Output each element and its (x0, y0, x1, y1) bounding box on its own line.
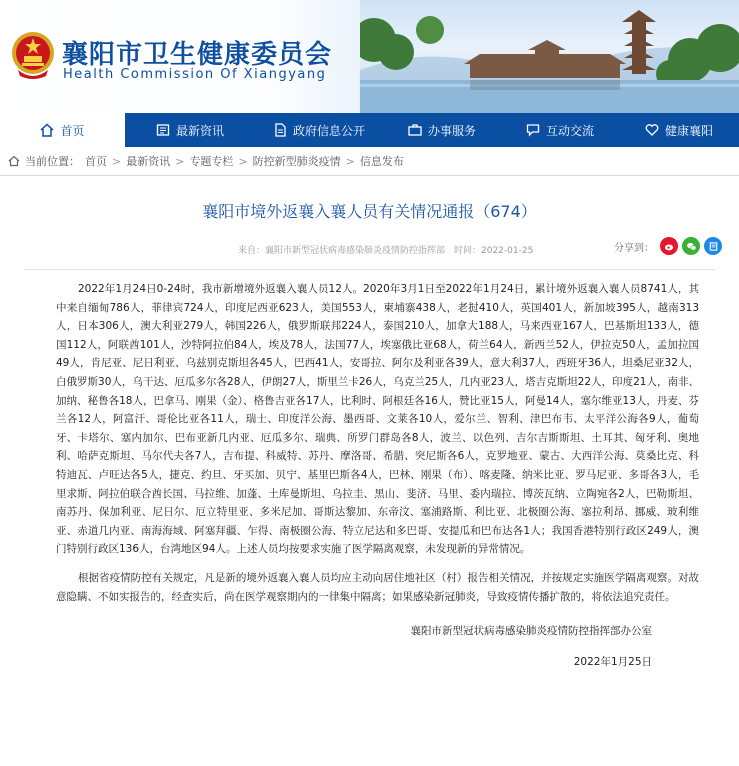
breadcrumb-link-home[interactable]: 首页 (85, 155, 107, 168)
nav-label: 互动交流 (545, 123, 594, 138)
nav-label: 健康襄阳 (664, 123, 713, 138)
share-bar (614, 237, 722, 255)
nav-item-news[interactable] (125, 113, 255, 147)
share-weibo-button[interactable] (660, 237, 678, 255)
site-title[interactable]: 襄阳市卫生健康委员会 (62, 40, 333, 70)
nav-label: 最新资讯 (175, 123, 224, 138)
nav-label: 首页 (60, 123, 85, 138)
breadcrumb-label: 当前位置： (25, 155, 80, 168)
breadcrumb-link-news[interactable]: 最新资讯 (126, 155, 171, 168)
national-emblem (10, 30, 56, 80)
nav-item-healthy-xiangyang[interactable] (619, 113, 739, 147)
briefcase-icon (408, 123, 422, 137)
location-icon (8, 155, 20, 167)
nav-label: 办事服务 (427, 123, 476, 138)
site-subtitle: Health Commission Of Xiangyang (63, 67, 327, 82)
article-meta: 来自：襄阳市新型冠状病毒感染肺炎疫情防控指挥部 时间：2022-01-25 (238, 246, 534, 256)
site-header (0, 0, 739, 113)
breadcrumb-separator: > (238, 154, 248, 168)
news-icon (156, 123, 170, 137)
share-label: 分享到： (614, 242, 654, 254)
divider (0, 175, 739, 176)
article-paragraph: 根据省疫情防控有关规定，凡是新的境外返襄入襄人员均应主动向居住地社区（村）报告相关情况，并按规定实施医学隔离观察。对故意隐瞒、不如实报告的，经查实后，尚在医学观察期内的一律集中隔离；如果感染新冠肺炎，导致疫情传播扩散的，将依法追究责任。 (56, 571, 699, 603)
nav-item-home[interactable] (0, 113, 125, 147)
article-meta-row (0, 235, 739, 265)
document-icon (273, 123, 287, 137)
qzone-icon (708, 241, 719, 252)
breadcrumb-link-covid[interactable]: 防控新型肺炎疫情 (252, 155, 341, 168)
article-date: 2022年1月25日 (573, 656, 652, 669)
breadcrumb (0, 147, 739, 175)
article-title: 襄阳市境外返襄入襄人员有关情况通报（674） (202, 202, 537, 221)
scenery-illustration (360, 0, 739, 113)
article-signature: 襄阳市新型冠状病毒感染肺炎疫情防控指挥部办公室 (410, 625, 652, 638)
nav-label: 政府信息公开 (292, 123, 365, 138)
breadcrumb-link-topics[interactable]: 专题专栏 (189, 155, 234, 168)
nav-item-gov-info[interactable] (255, 113, 383, 147)
heart-icon (645, 123, 659, 137)
share-qzone-button[interactable] (704, 237, 722, 255)
breadcrumb-separator: > (175, 154, 185, 168)
nav-item-services[interactable] (383, 113, 501, 147)
breadcrumb-link-releases[interactable]: 信息发布 (359, 155, 404, 168)
weibo-icon (664, 241, 675, 252)
share-wechat-button[interactable] (682, 237, 700, 255)
breadcrumb-separator: > (345, 154, 355, 168)
article-paragraph: 2022年1月24日0-24时，我市新增境外返襄入襄人员12人。2020年3月1日至2022年1月24日，累计境外返襄入襄人员8741人，其中来自缅甸786人，菲律宾724人，印度尼西亚623人，美国553人，柬埔寨438人，老挝410人，英国401人，新加坡395人，越南313人，日本306人，澳大利亚279人，韩国226人，俄罗斯联邦224人，泰国210人，加拿大188人，马来西亚167人，巴基斯坦133人，德国112人，阿联酋101人，沙特阿拉伯84人，埃及78人，法国77人，埃塞俄比亚68人，荷兰64人，新西兰52人，伊拉克50人，孟加拉国49人，肯尼亚、尼日利亚、乌兹别克斯坦各45人，巴西41人，安哥拉、阿尔及利亚各39人，意大利37人，西班牙36人，坦桑尼亚32人，白俄罗斯30人，乌干达、厄瓜多尔各28人，伊朗27人，斯里兰卡26人，乌克兰25人，几内亚23人，塔吉克斯坦22人，印度21人，南非、加纳、秘鲁各18人，巴拿马、刚果（金）、格鲁吉亚各17人，比利时、阿根廷各16人，赞比亚15人，阿曼14人，塞尔维亚13人，丹麦、芬兰各12人，阿富汗、哥伦比亚各11人，瑞士、印度洋公海、墨西哥、文莱各10人，爱尔兰、智利、津巴布韦、太平洋公海各9人，葡萄牙、卡塔尔、塞内加尔、巴布亚新几内亚、厄瓜多尔、瑞典、所罗门群岛各8人，波兰、以色列、吉尔吉斯斯坦、土耳其、匈牙利、奥地利、哈萨克斯坦、马尔代夫各7人，吉布提、科威特、苏丹、摩洛哥、希腊、突尼斯各6人，克罗地亚、蒙古、大西洋公海、莫桑比克、科特迪瓦、卢旺达各5人，捷克、约旦、牙买加、贝宁、基里巴斯各4人，巴林、刚果（布）、喀麦隆、纳米比亚、罗马尼亚、多哥各3人，毛里求斯、阿拉伯联合酋长国、马拉维、加蓬、土库曼斯坦、乌拉圭、黑山、斐济、马里、委内瑞拉、博茨瓦纳、立陶宛各2人，巴勒斯坦、南苏丹、保加利亚、尼日尔、厄立特里亚、多米尼加、哥斯达黎加、东帝汶、塞浦路斯、利比亚、北极圈公海、塞拉利昂、挪威、玻利维亚、赤道几内亚、南海海域、阿塞拜疆、乍得、南极圈公海、特立尼达和多巴哥、安提瓜和巴布达各1人；我国香港特别行政区249人，澳门特别行政区136人，台湾地区94人。上述人员均按要求实施了医学隔离观察，未发现新的异常情况。 (56, 283, 699, 556)
home-icon (40, 123, 54, 137)
nav-item-interaction[interactable] (501, 113, 619, 147)
main-nav (0, 113, 739, 147)
chat-icon (526, 123, 540, 137)
breadcrumb-separator: > (112, 154, 122, 168)
wechat-icon (686, 241, 697, 252)
article-body (0, 270, 739, 669)
